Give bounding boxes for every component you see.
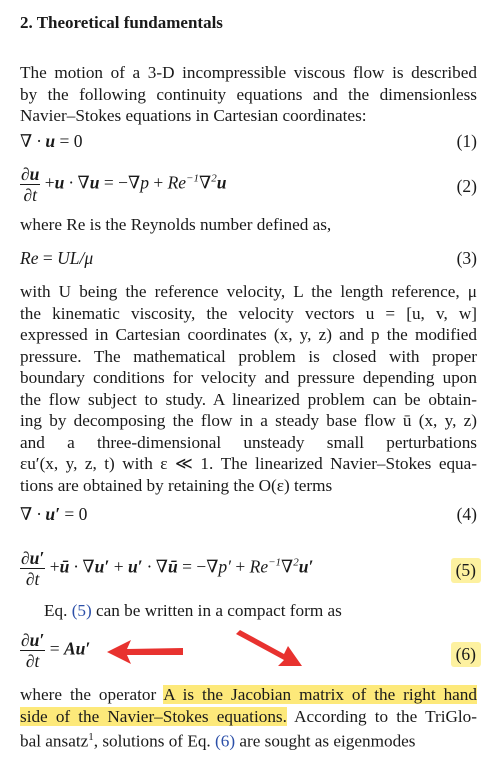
- last-line: side of the Navier–Stokes equations. According to the TriGlo-: [20, 706, 477, 726]
- middle-line: tions are obtained by retaining the O(ε) terms: [20, 475, 333, 495]
- equation-5-expression: $\frac{\partial u'}{\partial t}$ +ū · ∇u′ + u′ · ∇ū = $-\nabla p' + Re^{-1}\nabla^2u'$: [21, 548, 314, 589]
- intro-line: Navier–Stokes equations in Cartesian coordinates:: [20, 106, 367, 125]
- equation-6-expression: $\frac{\partial u'}{\partial t}$ = Au′: [21, 630, 91, 671]
- last-paragraph: [20, 684, 477, 752]
- equation-2-number: (2): [456, 176, 477, 196]
- last-line: where the operator A is the Jacobian matrix of the right hand: [20, 685, 477, 704]
- middle-line: the flow subject to study. A linearized problem can be obtain-: [20, 389, 477, 409]
- section-heading: 2. Theoretical fundamentals: [20, 13, 223, 32]
- middle-line: ing by decomposing the flow in a steady base flow ū (x, y, z): [20, 411, 477, 430]
- equation-6-number: (6): [451, 642, 481, 667]
- middle-line: the kinematic viscosity, the velocity vectors u = [u, v, w]: [20, 303, 477, 323]
- middle-line: pressure. The mathematical problem is closed with proper: [20, 346, 477, 366]
- equation-1-expression: ∇ · u = 0: [20, 131, 83, 151]
- highlight-phrase: side of the Navier–Stokes equations.: [20, 706, 287, 726]
- middle-line: expressed in Cartesian coordinates (x, y, z) and p the modified: [20, 325, 477, 344]
- intro-line: by the following continuity equations and the dimensionless: [20, 84, 477, 104]
- eq5-link[interactable]: (5): [71, 601, 92, 620]
- equation-5: [20, 548, 477, 592]
- equation-3-number: (3): [456, 248, 477, 268]
- equation-1-number: (1): [456, 131, 477, 151]
- equation-4-expression: ∇ · u′ = 0: [20, 504, 88, 524]
- highlight-phrase: A is the Jacobian matrix of the right hand: [163, 685, 477, 704]
- equation-1: [20, 131, 477, 155]
- equation-5-number: (5): [451, 558, 481, 583]
- middle-line: εu′(x, y, z, t) with ε ≪ 1. The linearized Navier–Stokes equa-: [20, 454, 477, 473]
- equation-3: [20, 248, 477, 272]
- red-arrow-left-icon: [105, 636, 185, 666]
- middle-paragraph: [20, 281, 477, 496]
- intro-line: The motion of a 3-D incompressible viscous flow is described: [20, 63, 477, 82]
- intro-paragraph: [20, 62, 477, 127]
- equation-2: [20, 164, 477, 208]
- middle-line: with U being the reference velocity, L the length reference, μ: [20, 282, 477, 301]
- equation-4-number: (4): [456, 504, 477, 524]
- reynolds-line: where Re is the Reynolds number defined as,: [20, 215, 332, 234]
- equation-3-expression: Re = UL/μ: [20, 248, 94, 268]
- eq6-link[interactable]: (6): [215, 731, 236, 751]
- equation-4: [20, 504, 477, 528]
- reynolds-text: [20, 214, 477, 236]
- compact-line: Eq. (5) can be written in a compact form as: [44, 601, 342, 620]
- compact-text: [44, 600, 477, 622]
- equation-2-expression: $\frac{\partial u}{\partial t}$ $+u \cdot \nabla u = -\nabla p + Re^{-1}\nabla^2u$: [21, 164, 227, 205]
- middle-line: and a three-dimensional unsteady small perturbations: [20, 432, 477, 452]
- middle-line: boundary conditions for velocity and pressure depending upon: [20, 368, 477, 387]
- last-line: bal ansatz$^1$, solutions of Eq. (6) are sought as eigenmodes: [20, 731, 416, 751]
- red-arrow-down-right-icon: [232, 628, 304, 670]
